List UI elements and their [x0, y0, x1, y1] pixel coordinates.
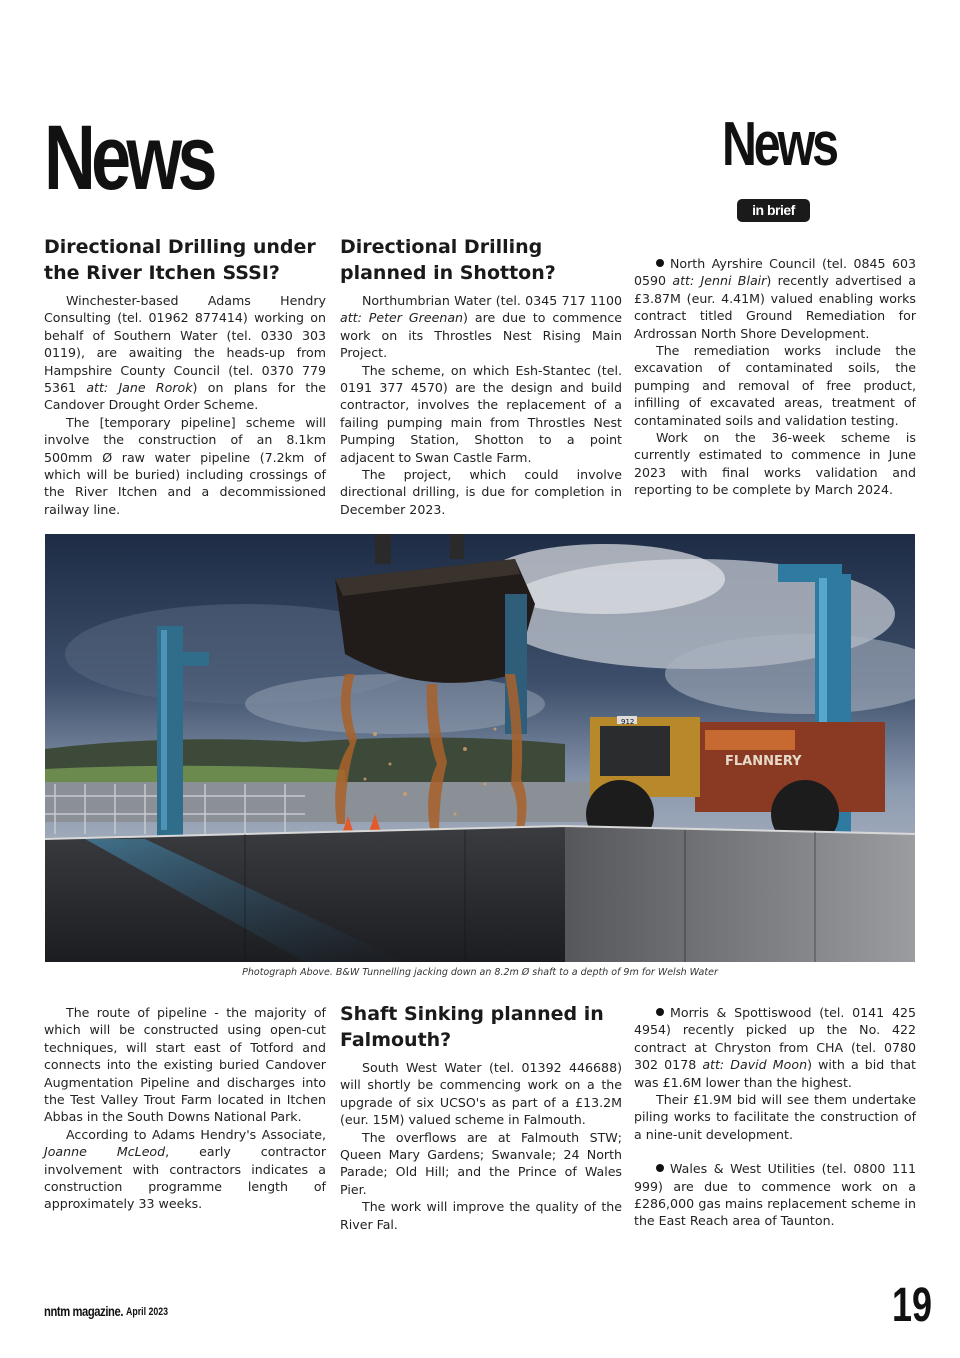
- photo-caption: Photograph Above. B&W Tunnelling jacking down an 8.2m Ø shaft to a depth of 9m for Welsh Water: [242, 967, 718, 978]
- brief-chryston-taunton: [634, 1004, 916, 1230]
- article-paragraph: The work will improve the quality of the River Fal.: [340, 1199, 622, 1232]
- footer-magazine-name: nntm magazine.: [44, 1303, 124, 1319]
- news-in-brief-title: News: [722, 110, 836, 179]
- article-paragraph: Winchester-based Adams Hendry Consulting (tel. 01962 877414) working on behalf of Southern Water (tel. 0330 303 0119), are awaiting the heads-up from Hampshire County Council (tel. 0370 779 5361 att: Jane Rorok) on plans for the Candover Drought Order Scheme.: [44, 293, 327, 413]
- brief-paragraph: Their £1.9M bid will see them undertake piling works to facilitate the construction of a nine-unit development.: [634, 1092, 916, 1142]
- article-title: Shaft Sinking planned in Falmouth?: [340, 1003, 604, 1051]
- brief-paragraph: Wales & West Utilities (tel. 0800 111 999) are due to commence work on a £286,000 gas mains replacement scheme in the East Reach area of Taunton.: [634, 1161, 916, 1229]
- article-title: Directional Drilling under the River Itchen SSSI?: [44, 236, 316, 284]
- masthead-title: News: [44, 107, 213, 209]
- shaft-photo: [45, 534, 915, 962]
- brief-paragraph: The remediation works include the excavation of contaminated soils, the pumping and removal of free product, infilling of excavated areas, treatment of contaminated soils and validation testing.: [634, 343, 916, 428]
- spacer: [634, 1143, 916, 1160]
- bullet-icon: [656, 259, 664, 267]
- page-number: 19: [892, 1279, 933, 1332]
- article-paragraph: South West Water (tel. 01392 446688) will shortly be commencing work on a the upgrade of six UCSO's as part of a £13.2M (eur. 15M) valued scheme in Falmouth.: [340, 1060, 622, 1128]
- article-paragraph: The route of pipeline - the majority of which will be constructed using open-cut techniques, will start east of Totford and connects into the existing buried Candover Augmentation Pipeline and discharges into the Test Valley Trout Farm located in Itchen Abbas in the South Downs National Park.: [44, 1005, 326, 1125]
- truck-brand-label: FLANNERY: [725, 754, 802, 769]
- bullet-icon: [656, 1008, 664, 1016]
- article-paragraph: The scheme, on which Esh-Stantec (tel. 0191 377 4570) are the design and build contractor, involves the replacement of a failing pumping main from Throstles Nest Pumping Station, Shotton to a point adjacent to Swan Castle Farm.: [340, 362, 622, 465]
- article-shotton: [340, 234, 622, 518]
- footer-date: April 2023: [126, 1306, 169, 1318]
- article-paragraph: The [temporary pipeline] scheme will involve the construction of an 8.1km 500mm Ø raw water pipeline (7.2km of which will be buried) including crossings of the River Itchen and a decommissioned railway line.: [44, 414, 326, 517]
- article-itchen: [44, 234, 326, 518]
- brief-paragraph: Work on the 36-week scheme is currently estimated to commence in June 2023 with final works validation and reporting to be complete by March 2024.: [634, 430, 916, 498]
- article-falmouth: [340, 1001, 622, 1233]
- article-paragraph: The overflows are at Falmouth STW; Queen Mary Gardens; Swanvale; 24 North Parade; Old Hill; and the Prince of Wales Pier.: [340, 1129, 622, 1197]
- machine-number-label: 912: [621, 718, 635, 726]
- bullet-icon: [656, 1164, 664, 1172]
- in-brief-badge: in brief: [737, 199, 810, 222]
- article-itchen-continued: [44, 1004, 326, 1213]
- brief-paragraph: North Ayrshire Council (tel. 0845 603 0590 att: Jenni Blair) recently advertised a £3.87M (eur. 4.41M) valued enabling works contract titled Ground Remediation for Ardrossan North Shore Development.: [634, 256, 916, 341]
- article-paragraph: According to Adams Hendry's Associate, Joanne McLeod, early contractor involvement with contractors indicates a construction programme length of approximately 33 weeks.: [44, 1126, 326, 1212]
- article-paragraph: The project, which could involve directional drilling, is due for completion in December 2023.: [340, 467, 622, 517]
- article-title: Directional Drilling planned in Shotton?: [340, 236, 556, 284]
- brief-ardrossan: [634, 255, 916, 499]
- brief-paragraph: Morris & Spottiswood (tel. 0141 425 4954) recently picked up the No. 422 contract at Chryston from CHA (tel. 0780 302 0178 att: David Moon) with a bid that was £1.6M lower than the highest.: [634, 1005, 916, 1090]
- article-paragraph: Northumbrian Water (tel. 0345 717 1100 att: Peter Greenan) are due to commence work on its Throstles Nest Rising Main Project.: [340, 293, 622, 361]
